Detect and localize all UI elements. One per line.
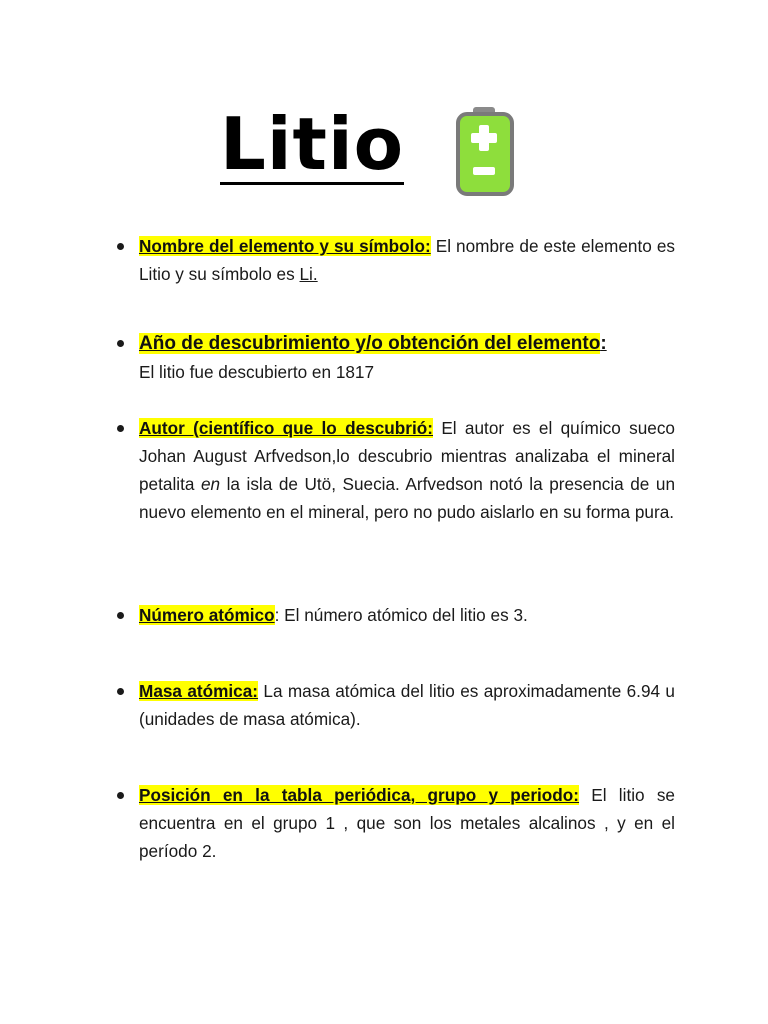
list-item-numero: [139, 601, 675, 629]
item-text: El nombre de este elemento es Litio y su símbolo es: [139, 236, 675, 284]
item-colon: :: [600, 333, 607, 354]
list-item-ano: [139, 329, 675, 386]
item-label: Posición en la tabla periódica, grupo y periodo:: [139, 785, 580, 805]
item-text: El litio fue descubierto en 1817: [139, 362, 375, 382]
item-label: Nombre del elemento y su símbolo:: [139, 236, 431, 256]
item-text-italic: en: [200, 474, 221, 494]
bullet: [117, 243, 124, 250]
page-title: Litio: [220, 102, 405, 186]
item-text: la isla de Utö, Suecia. Arfvedson notó la presencia de un nuevo elemento en el mineral, pero no pudo aislarlo en su forma pura.: [139, 474, 676, 522]
bullet: [117, 792, 124, 799]
item-text: El autor es el químico sueco Johan August Arfvedson,lo descubrio mientras analizaba el mineral petalita: [139, 418, 675, 494]
list-item-masa: [139, 677, 675, 733]
element-symbol: Li.: [299, 264, 318, 284]
item-label: Número atómico: [139, 605, 275, 625]
list-item-posicion: [139, 781, 675, 865]
battery-icon: [455, 105, 515, 202]
bullet: [117, 340, 124, 347]
bullet: [117, 612, 124, 619]
list-item-autor: [139, 414, 675, 526]
bullet: [117, 688, 124, 695]
item-text: : El número atómico del litio es 3.: [274, 605, 528, 625]
list-item-nombre: [139, 232, 675, 288]
item-text: La masa atómica del litio es aproximadamente 6.94 u (unidades de masa atómica).: [139, 681, 675, 729]
bullet: [117, 425, 124, 432]
item-text: El litio se encuentra en el grupo 1 , que son los metales alcalinos , y en el período 2.: [139, 785, 675, 861]
item-label: Masa atómica:: [139, 681, 259, 701]
item-label: Autor (científico que lo descubrió:: [139, 418, 433, 438]
item-label: Año de descubrimiento y/o obtención del elemento: [139, 333, 601, 354]
